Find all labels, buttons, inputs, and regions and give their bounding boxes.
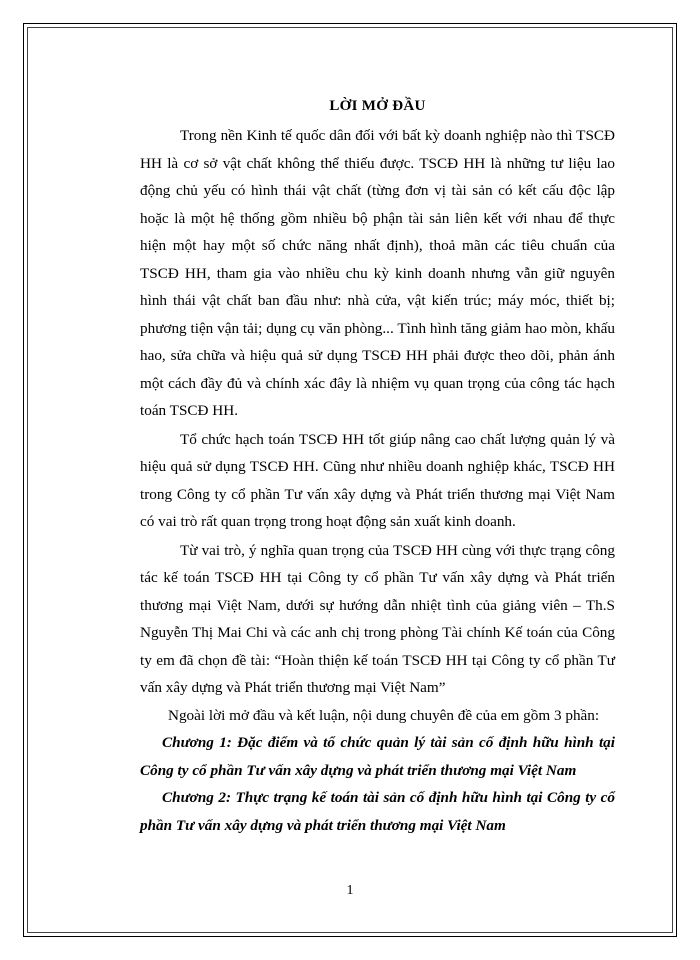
chapter-1-heading: Chương 1: Đặc điểm và tổ chức quản lý tài sản cố định hữu hình tại Công ty cổ phần Tư vấn xây dựng và phát triển thương mại Việt Nam	[140, 734, 615, 779]
chapters-intro: Ngoài lời mở đầu và kết luận, nội dung chuyên đề của em gồm 3 phần:	[168, 706, 600, 724]
chapter-2-heading: Chương 2: Thực trạng kế toán tài sản cố định hữu hình tại Công ty cổ phần Tư vấn xây dựng và phát triển thương mại Việt Nam	[140, 789, 615, 834]
paragraph-2: Tổ chức hạch toán TSCĐ HH tốt giúp nâng cao chất lượng quản lý và hiệu quả sử dụng TSCĐ HH. Cũng như nhiều doanh nghiệp khác, TSCĐ HH trong Công ty cổ phần Tư vấn xây dựng và Phát triển thương mại Việt Nam có vai trò rất quan trọng trong hoạt động sản xuất kinh doanh.	[140, 430, 615, 530]
page-title: LỜI MỞ ĐẦU	[329, 98, 426, 114]
page-number: 1	[346, 883, 354, 898]
paragraph-1: Trong nền Kinh tế quốc dân đối với bất kỳ doanh nghiệp nào thì TSCĐ HH là cơ sở vật chất không thể thiếu được. TSCĐ HH là những tư liệu lao động chủ yếu có hình thái vật chất (từng đơn vị tài sản có kết cấu độc lập hoặc là một hệ thống gồm nhiều bộ phận tài sản liên kết với nhau để thực hiện một hay một số chức năng nhất định), thoả mãn các tiêu chuẩn của TSCĐ HH, tham gia vào nhiều chu kỳ kinh doanh nhưng vẫn giữ nguyên hình thái vật chất ban đầu như: nhà cửa, vật kiến trúc; máy móc, thiết bị; phương tiện vận tải; dụng cụ văn phòng... Tình hình tăng giảm hao mòn, khấu hao, sửa chữa và hiệu quả sử dụng TSCĐ HH phải được theo dõi, phản ánh một cách đầy đủ và chính xác đây là nhiệm vụ quan trọng của công tác hạch toán TSCĐ HH.	[140, 127, 615, 419]
paragraph-3: Từ vai trò, ý nghĩa quan trọng của TSCĐ HH cùng với thực trạng công tác kế toán TSCĐ HH tại Công ty cổ phần Tư vấn xây dựng và Phát triển thương mại Việt Nam, dưới sự hướng dẫn nhiệt tình của giảng viên – Th.S Nguyễn Thị Mai Chi và các anh chị trong phòng Tài chính Kế toán của Công ty em đã chọn đề tài: “Hoàn thiện kế toán TSCĐ HH tại Công ty cổ phần Tư vấn xây dựng và Phát triển thương mại Việt Nam”	[140, 541, 615, 696]
page-content	[140, 96, 615, 839]
